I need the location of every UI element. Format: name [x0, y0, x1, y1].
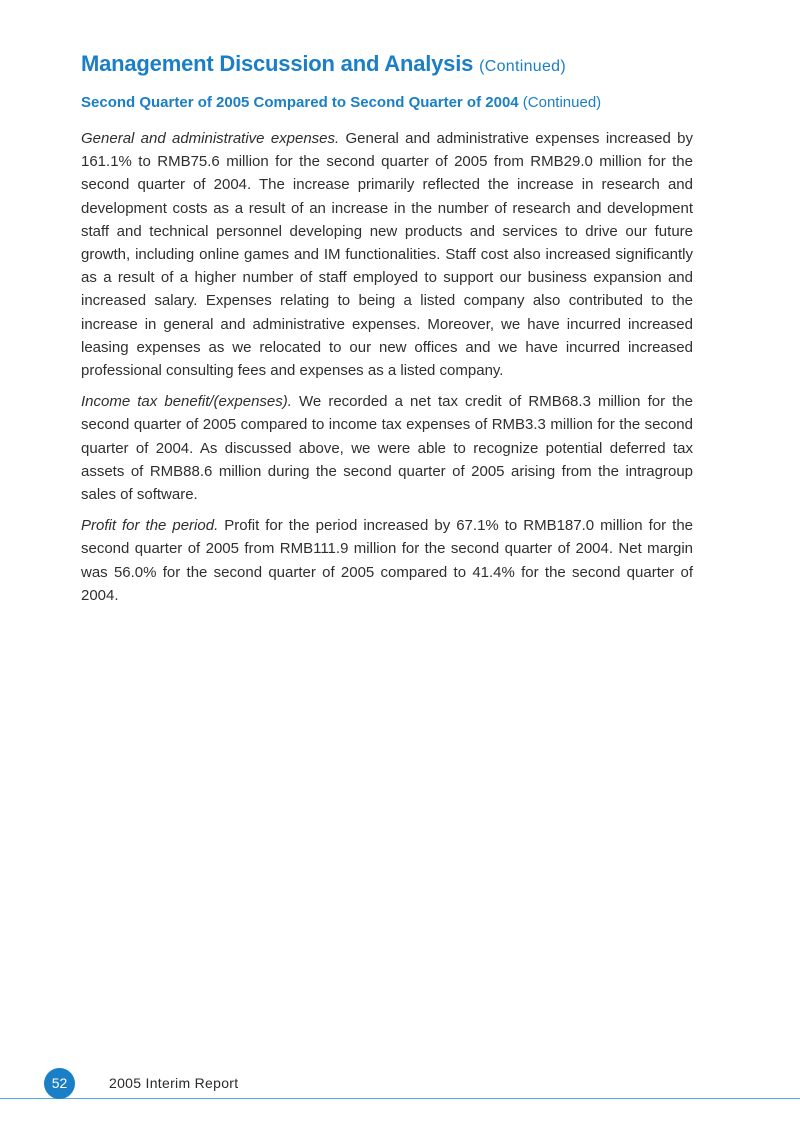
- body-text: [81, 127, 693, 615]
- paragraph-text: We recorded a net tax credit of RMB68.3 million for the second quarter of 2005 compared to income tax expenses of RMB3.3 million for the second quarter of 2004. As discussed above, we were able to recognize potential deferred tax assets of RMB88.6 million during the second quarter of 2005 arising from the intragroup sales of software.: [81, 393, 694, 504]
- paragraph-lead: Income tax benefit/(expenses).: [81, 393, 292, 411]
- page-number: 52: [44, 1068, 75, 1099]
- footer-report-title: 2005 Interim Report: [109, 1075, 239, 1091]
- paragraph-income-tax: [81, 390, 693, 506]
- paragraph-text: Profit for the period increased by 67.1% to RMB187.0 million for the second quarter of 2005 from RMB111.9 million for the second quarter of 2004. Net margin was 56.0% for the second quarter of 2005 compared to 41.4% for the second quarter of 2004.: [81, 517, 694, 604]
- section-heading: [81, 93, 721, 113]
- section-heading-text: Second Quarter of 2005 Compared to Second Quarter of 2004: [81, 94, 519, 111]
- footer-rule: [0, 1098, 800, 1099]
- page-title-text: Management Discussion and Analysis: [81, 51, 474, 76]
- page-title: [81, 50, 721, 81]
- page-title-continued: (Continued): [479, 58, 566, 75]
- section-heading-continued: (Continued): [522, 94, 602, 111]
- paragraph-lead: Profit for the period.: [81, 517, 219, 535]
- paragraph-text: General and administrative expenses increased by 161.1% to RMB75.6 million for the second quarter of 2005 from RMB29.0 million for the second quarter of 2004. The increase primarily reflected the increase in research and development costs as a result of an increase in the number of research and development staff and technical personnel developing new products and services to drive our future growth, including online games and IM functionalities. Staff cost also increased significantly as a result of a higher number of staff employed to support our business expansion and increased salary. Expenses relating to being a listed company also contributed to the increase in general and administrative expenses. Moreover, we have incurred increased leasing expenses as we relocated to our new offices and we have incurred increased professional consulting fees and expenses as a listed company.: [81, 130, 693, 380]
- paragraph-general-admin-expenses: [81, 127, 693, 382]
- paragraph-profit-for-period: [81, 514, 693, 607]
- paragraph-lead: General and administrative expenses.: [81, 130, 340, 147]
